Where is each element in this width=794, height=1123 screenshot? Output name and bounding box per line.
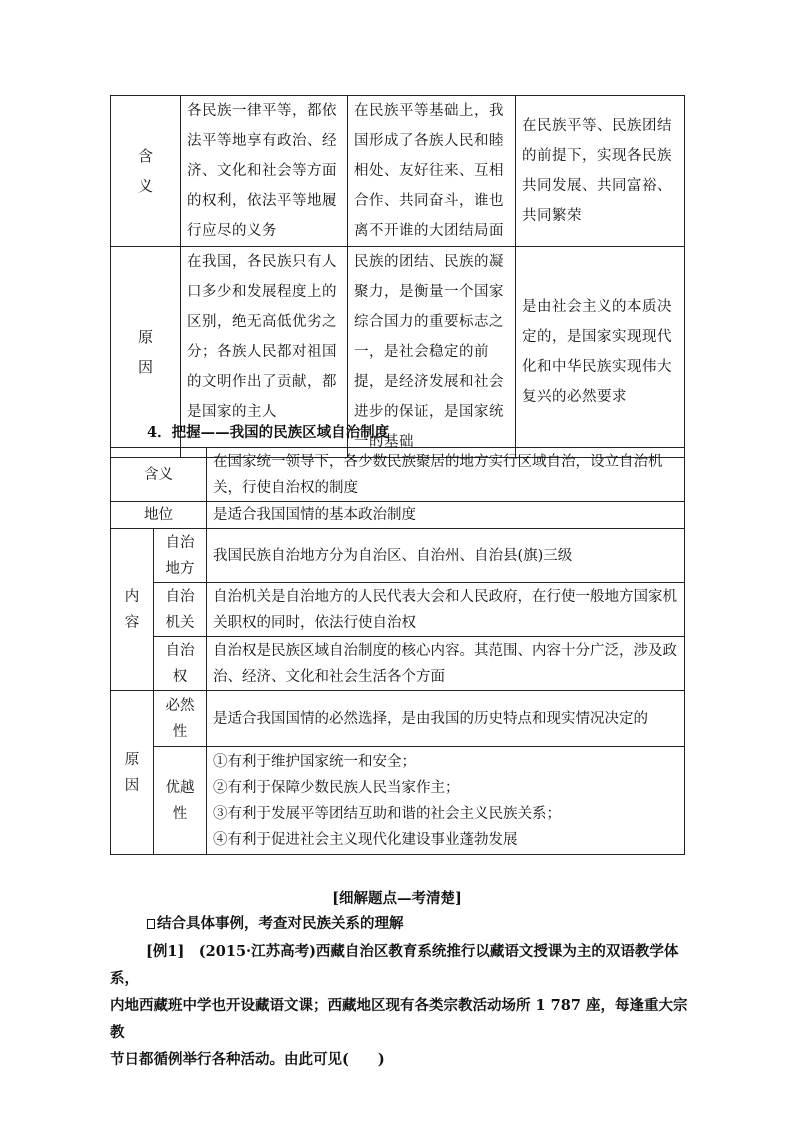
cell-equality-meaning: 各民族一律平等，都依法平等地享有政治、经济、文化和社会等方面的权利，依法平等地履行应尽的义务 xyxy=(181,96,348,247)
example-line: 节日都循例举行各种活动。由此可见( ) xyxy=(110,1051,385,1068)
label-status: 地位 xyxy=(111,502,207,529)
table-row xyxy=(111,747,685,855)
table-row xyxy=(111,502,685,529)
cell-prosperity-reason: 是由社会主义的本质决定的，是国家实现现代化和中华民族实现伟大复兴的必然要求 xyxy=(516,247,685,458)
status-text: 是适合我国国情的基本政治制度 xyxy=(207,502,685,529)
section-title: [细解题点—考清楚] xyxy=(332,890,462,907)
row-label-meaning: 含 义 xyxy=(111,96,181,247)
label-reason: 原 因 xyxy=(111,691,154,855)
table-row xyxy=(111,583,685,637)
section-heading-4: 4．把握——我国的民族区域自治制度 xyxy=(147,424,390,441)
example-line: 内地西藏班中学也开设藏语文课；西藏地区现有各类宗教活动场所 1 787 座，每逢重大宗教 xyxy=(110,997,688,1041)
example-question xyxy=(110,938,690,1073)
example-line: [例1] (2015·江苏高考)西藏自治区教育系统推行以藏语文授课为主的双语教学体系， xyxy=(110,943,679,987)
list-item: ①有利于维护国家统一和安全； xyxy=(213,753,416,770)
regional-autonomy-table xyxy=(110,447,685,855)
list-item: ③有利于发展平等团结互助和谐的社会主义民族关系； xyxy=(213,805,561,822)
topic-text: 结合具体事例，考查对民族关系的理解 xyxy=(157,915,404,932)
cell-prosperity-meaning: 在民族平等、民族团结的前提下，实现各民族共同发展、共同富裕、共同繁荣 xyxy=(516,96,685,247)
label-necessity: 必然 性 xyxy=(154,691,207,747)
square-bullet-icon xyxy=(147,919,155,929)
meaning-text: 在国家统一领导下，各少数民族聚居的地方实行区域自治，设立自治机关，行使自治权的制度 xyxy=(207,448,685,502)
label-superiority: 优越 性 xyxy=(154,747,207,855)
list-item: ②有利于保障少数民族人民当家作主； xyxy=(213,779,460,796)
label-autonomy-right: 自治 权 xyxy=(154,637,207,691)
list-item: ④有利于促进社会主义现代化建设事业蓬勃发展 xyxy=(213,831,518,848)
superiority-list xyxy=(207,747,685,855)
ethnic-principles-table xyxy=(110,95,685,458)
label-meaning: 含义 xyxy=(111,448,207,502)
table-row xyxy=(111,448,685,502)
cell-unity-reason: 民族的团结、民族的凝聚力，是衡量一个国家综合国力的重要标志之一，是社会稳定的前提，是经济发展和社会进步的保证，是国家统一的基础 xyxy=(348,247,516,458)
row-label-reason: 原 因 xyxy=(111,247,181,458)
cell-unity-meaning: 在民族平等基础上，我国形成了各族人民和睦相处、友好往来、互相合作、共同奋斗，谁也离不开谁的大团结局面 xyxy=(348,96,516,247)
autonomy-right-text: 自治权是民族区域自治制度的核心内容。其范围、内容十分广泛，涉及政治、经济、文化和社会生活各个方面 xyxy=(207,637,685,691)
topic-bullet xyxy=(147,912,404,933)
cell-equality-reason: 在我国，各民族只有人口多少和发展程度上的区别，绝无高低优劣之分；各族人民都对祖国的文明作出了贡献，都是国家的主人 xyxy=(181,247,348,458)
label-autonomous-organ: 自治 机关 xyxy=(154,583,207,637)
necessity-text: 是适合我国国情的必然选择，是由我国的历史特点和现实情况决定的 xyxy=(207,691,685,747)
table-row xyxy=(111,637,685,691)
table-row xyxy=(111,691,685,747)
label-content: 内 容 xyxy=(111,529,154,691)
label-autonomous-area: 自治 地方 xyxy=(154,529,207,583)
autonomous-organ-text: 自治机关是自治地方的人民代表大会和人民政府，在行使一般地方国家机关职权的同时，依法行使自治权 xyxy=(207,583,685,637)
autonomous-area-text: 我国民族自治地方分为自治区、自治州、自治县(旗)三级 xyxy=(207,529,685,583)
table-row xyxy=(111,96,685,247)
table-row xyxy=(111,529,685,583)
